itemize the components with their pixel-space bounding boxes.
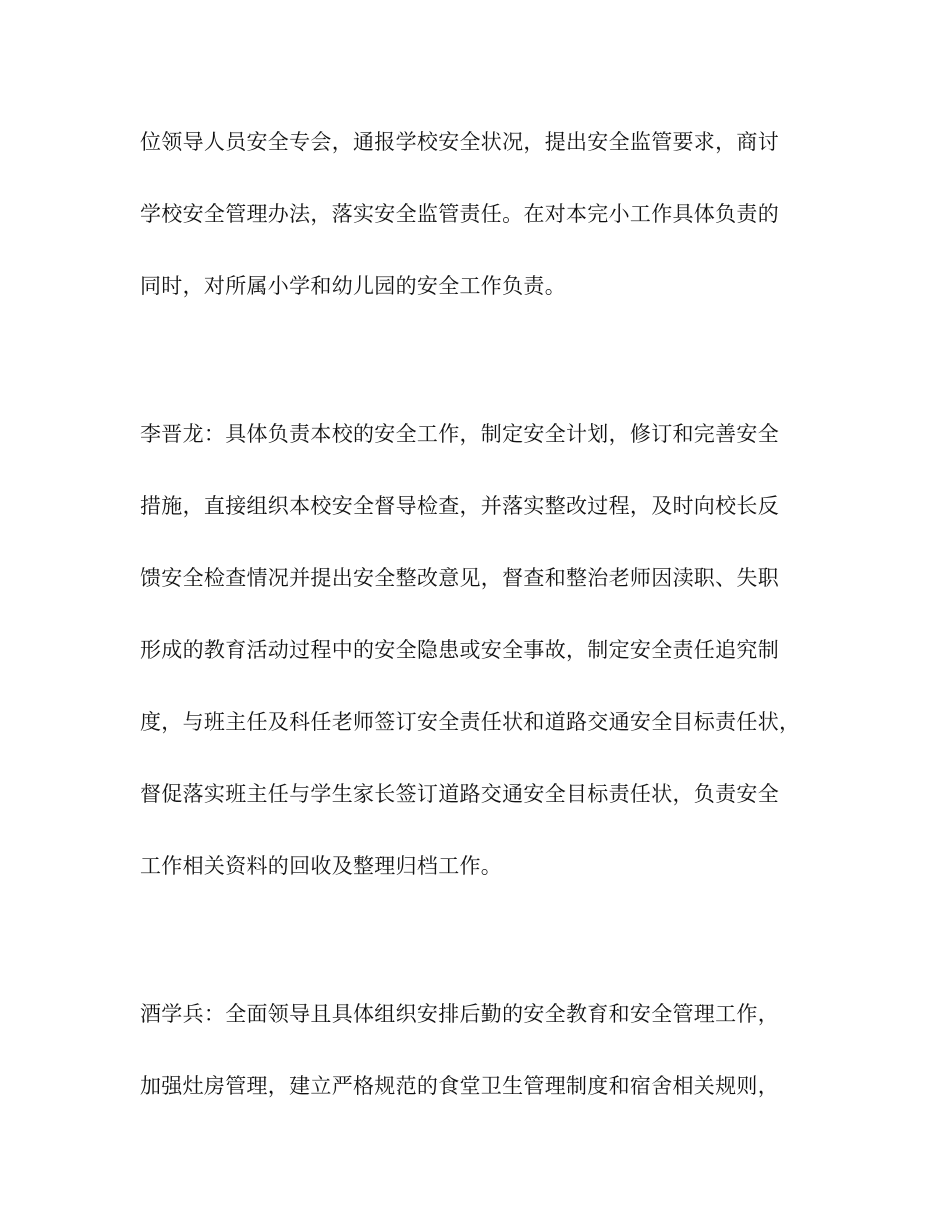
text-line: 加强灶房管理，建立严格规范的食堂卫生管理制度和宿舍相关规则， [140, 1074, 779, 1098]
text-line: 度，与班主任及科任老师签订安全责任状和道路交通安全目标责任状， [140, 710, 801, 734]
text-line: 措施，直接组织本校安全督导检查，并落实整改过程，及时向校长反 [140, 494, 779, 518]
text-line: 督促落实班主任与学生家长签订道路交通安全目标责任状，负责安全 [140, 782, 779, 806]
paragraph-jiu-xuebing [140, 1002, 820, 1146]
text-line: 同时，对所属小学和幼儿园的安全工作负责。 [140, 274, 566, 298]
text-line: 工作相关资料的回收及整理归档工作。 [140, 854, 503, 878]
text-line: 馈安全检查情况并提出安全整改意见，督查和整治老师因渎职、失职 [140, 566, 779, 590]
paragraph-li-jinlong [140, 422, 820, 926]
text-line: 学校安全管理办法，落实安全监管责任。在对本完小工作具体负责的 [140, 202, 779, 226]
text-line: 酒学兵：全面领导且具体组织安排后勤的安全教育和安全管理工作， [140, 1002, 779, 1026]
text-line: 位领导人员安全专会，通报学校安全状况，提出安全监管要求，商讨 [140, 130, 779, 154]
text-line: 形成的教育活动过程中的安全隐患或安全事故，制定安全责任追究制 [140, 638, 779, 662]
paragraph-responsibilities-continued [140, 130, 820, 346]
text-line: 李晋龙：具体负责本校的安全工作，制定安全计划，修订和完善安全 [140, 422, 779, 446]
